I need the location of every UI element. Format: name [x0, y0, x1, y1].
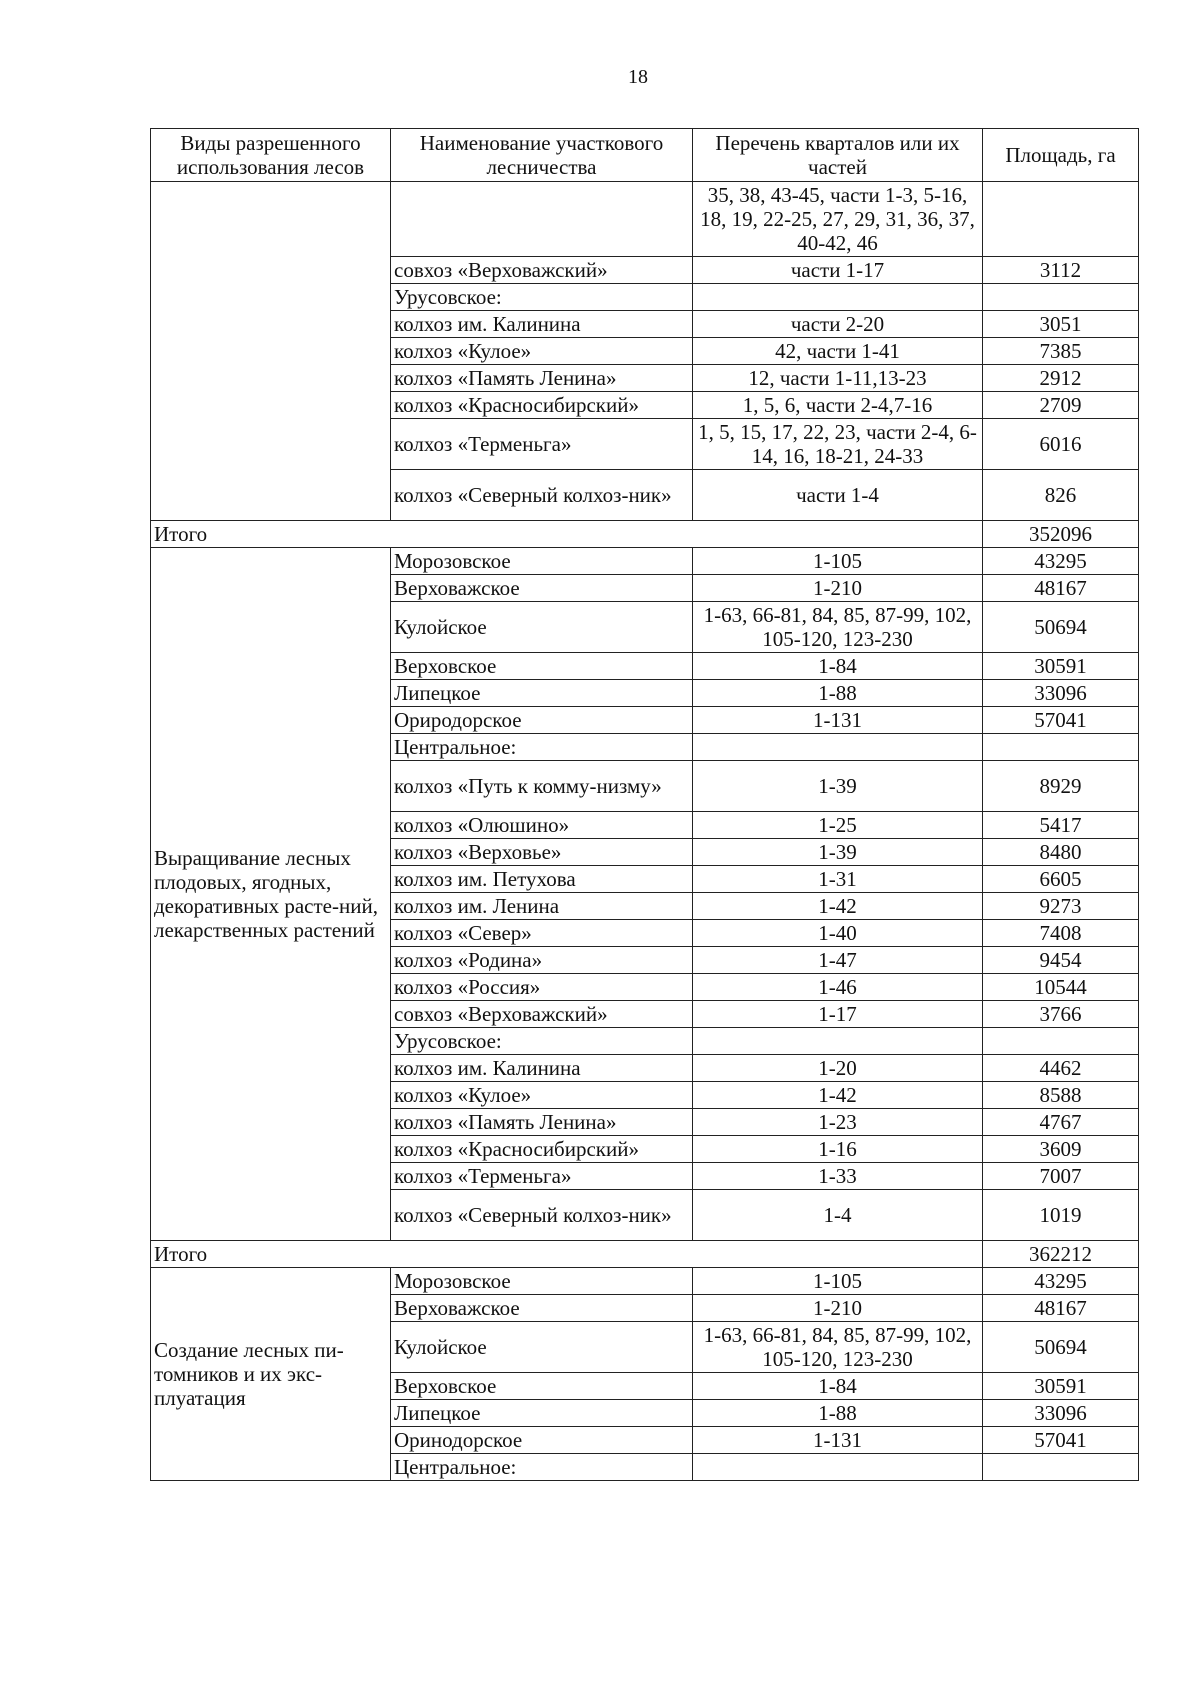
area-cell: 33096 — [983, 1400, 1139, 1427]
forest-use-table — [150, 128, 1139, 1481]
table-row — [151, 182, 1139, 257]
area-cell: 8480 — [983, 839, 1139, 866]
forestry-name-cell: Липецкое — [391, 1400, 693, 1427]
quarters-cell: 1-88 — [693, 680, 983, 707]
quarters-cell — [693, 1454, 983, 1481]
quarters-cell: 1-63, 66-81, 84, 85, 87-99, 102, 105-120, 123-230 — [693, 1322, 983, 1373]
forestry-name-cell: колхоз «Память Ленина» — [391, 365, 693, 392]
area-cell: 43295 — [983, 548, 1139, 575]
page-number: 18 — [628, 66, 648, 88]
forestry-name-cell: Липецкое — [391, 680, 693, 707]
forestry-name-cell: колхоз «Терменьга» — [391, 1163, 693, 1190]
quarters-cell: 1-131 — [693, 707, 983, 734]
quarters-cell: 1-105 — [693, 1268, 983, 1295]
total-row — [151, 1241, 1139, 1268]
forestry-name-cell: колхоз им. Калинина — [391, 311, 693, 338]
quarters-cell — [693, 284, 983, 311]
table-header-row — [151, 129, 1139, 182]
area-cell: 7007 — [983, 1163, 1139, 1190]
quarters-cell: 1-42 — [693, 1082, 983, 1109]
area-cell: 6016 — [983, 419, 1139, 470]
area-cell: 3051 — [983, 311, 1139, 338]
area-cell: 6605 — [983, 866, 1139, 893]
forestry-name-cell: Урусовское: — [391, 284, 693, 311]
area-cell: 2912 — [983, 365, 1139, 392]
area-cell: 4462 — [983, 1055, 1139, 1082]
forestry-name-cell: колхоз «Память Ленина» — [391, 1109, 693, 1136]
forestry-name-cell: колхоз «Россия» — [391, 974, 693, 1001]
header-area: Площадь, га — [983, 129, 1139, 182]
area-cell — [983, 182, 1139, 257]
forestry-name-cell: колхоз «Красносибирский» — [391, 1136, 693, 1163]
area-cell — [983, 1454, 1139, 1481]
quarters-cell: 35, 38, 43-45, части 1-3, 5-16, 18, 19, 22-25, 27, 29, 31, 36, 37, 40-42, 46 — [693, 182, 983, 257]
quarters-cell: 1-25 — [693, 812, 983, 839]
table-row — [151, 1268, 1139, 1295]
area-cell: 3609 — [983, 1136, 1139, 1163]
forestry-name-cell: колхоз «Красносибирский» — [391, 392, 693, 419]
quarters-cell: 1-16 — [693, 1136, 983, 1163]
quarters-cell: 1-40 — [693, 920, 983, 947]
quarters-cell: части 1-17 — [693, 257, 983, 284]
forestry-name-cell: колхоз им. Калинина — [391, 1055, 693, 1082]
forestry-name-cell: колхоз им. Ленина — [391, 893, 693, 920]
header-use-types: Виды разрешенного использования лесов — [151, 129, 391, 182]
area-cell: 8929 — [983, 761, 1139, 812]
quarters-cell: 1-46 — [693, 974, 983, 1001]
forestry-name-cell: колхоз «Верховье» — [391, 839, 693, 866]
quarters-cell — [693, 1028, 983, 1055]
quarters-cell: 1-31 — [693, 866, 983, 893]
quarters-cell: 1, 5, 15, 17, 22, 23, части 2-4, 6-14, 16, 18-21, 24-33 — [693, 419, 983, 470]
forestry-name-cell: Центральное: — [391, 1454, 693, 1481]
quarters-cell: части 1-4 — [693, 470, 983, 521]
forestry-name-cell: совхоз «Верховажский» — [391, 257, 693, 284]
area-cell: 7385 — [983, 338, 1139, 365]
area-cell: 4767 — [983, 1109, 1139, 1136]
total-label: Итого — [151, 521, 983, 548]
quarters-cell: 1-20 — [693, 1055, 983, 1082]
quarters-cell: 1-39 — [693, 839, 983, 866]
area-cell: 3112 — [983, 257, 1139, 284]
forestry-name-cell: Оринодорское — [391, 1427, 693, 1454]
forestry-name-cell: совхоз «Верховажский» — [391, 1001, 693, 1028]
area-cell: 2709 — [983, 392, 1139, 419]
forestry-name-cell: колхоз «Родина» — [391, 947, 693, 974]
forestry-name-cell: колхоз «Путь к комму-низму» — [391, 761, 693, 812]
quarters-cell: 1-84 — [693, 1373, 983, 1400]
forestry-name-cell: колхоз им. Петухова — [391, 866, 693, 893]
forestry-name-cell: колхоз «Северный колхоз-ник» — [391, 470, 693, 521]
header-quarters-list: Перечень кварталов или их частей — [693, 129, 983, 182]
category-cell — [151, 182, 391, 521]
quarters-cell: части 2-20 — [693, 311, 983, 338]
forestry-name-cell: Верховажское — [391, 1295, 693, 1322]
forestry-name-cell: колхоз «Терменьга» — [391, 419, 693, 470]
forestry-name-cell: колхоз «Север» — [391, 920, 693, 947]
total-label: Итого — [151, 1241, 983, 1268]
header-forestry-name: Наименование участкового лесничества — [391, 129, 693, 182]
quarters-cell: 1-210 — [693, 575, 983, 602]
area-cell: 826 — [983, 470, 1139, 521]
quarters-cell: 1-39 — [693, 761, 983, 812]
quarters-cell: 12, части 1-11,13-23 — [693, 365, 983, 392]
quarters-cell: 1-105 — [693, 548, 983, 575]
forestry-name-cell: Кулойское — [391, 1322, 693, 1373]
forestry-name-cell: Верховское — [391, 653, 693, 680]
forestry-name-cell: Морозовское — [391, 1268, 693, 1295]
forestry-name-cell — [391, 182, 693, 257]
area-cell: 9454 — [983, 947, 1139, 974]
area-cell: 43295 — [983, 1268, 1139, 1295]
area-cell — [983, 734, 1139, 761]
quarters-cell: 42, части 1-41 — [693, 338, 983, 365]
category-cell: Выращивание лесных плодовых, ягодных, декоративных расте-ний, лекарственных растений — [151, 548, 391, 1241]
area-cell: 57041 — [983, 707, 1139, 734]
total-value: 362212 — [983, 1241, 1139, 1268]
quarters-cell: 1-131 — [693, 1427, 983, 1454]
quarters-cell: 1-17 — [693, 1001, 983, 1028]
area-cell: 57041 — [983, 1427, 1139, 1454]
quarters-cell: 1-47 — [693, 947, 983, 974]
area-cell: 50694 — [983, 1322, 1139, 1373]
total-row — [151, 521, 1139, 548]
area-cell: 48167 — [983, 1295, 1139, 1322]
forestry-name-cell: Верховажское — [391, 575, 693, 602]
forestry-name-cell: Кулойское — [391, 602, 693, 653]
quarters-cell — [693, 734, 983, 761]
area-cell: 5417 — [983, 812, 1139, 839]
area-cell: 33096 — [983, 680, 1139, 707]
forestry-name-cell: Ориродорское — [391, 707, 693, 734]
quarters-cell: 1-88 — [693, 1400, 983, 1427]
quarters-cell: 1-4 — [693, 1190, 983, 1241]
forestry-name-cell: колхоз «Северный колхоз-ник» — [391, 1190, 693, 1241]
forestry-name-cell: Верховское — [391, 1373, 693, 1400]
forestry-name-cell: колхоз «Кулое» — [391, 338, 693, 365]
forestry-name-cell: Морозовское — [391, 548, 693, 575]
area-cell — [983, 1028, 1139, 1055]
area-cell: 7408 — [983, 920, 1139, 947]
quarters-cell: 1-84 — [693, 653, 983, 680]
area-cell: 9273 — [983, 893, 1139, 920]
forestry-name-cell: колхоз «Олюшино» — [391, 812, 693, 839]
area-cell — [983, 284, 1139, 311]
area-cell: 30591 — [983, 653, 1139, 680]
area-cell: 1019 — [983, 1190, 1139, 1241]
quarters-cell: 1, 5, 6, части 2-4,7-16 — [693, 392, 983, 419]
total-value: 352096 — [983, 521, 1139, 548]
quarters-cell: 1-23 — [693, 1109, 983, 1136]
forestry-name-cell: колхоз «Кулое» — [391, 1082, 693, 1109]
quarters-cell: 1-63, 66-81, 84, 85, 87-99, 102, 105-120, 123-230 — [693, 602, 983, 653]
category-cell: Создание лесных пи-томников и их экс-плуатация — [151, 1268, 391, 1481]
area-cell: 8588 — [983, 1082, 1139, 1109]
area-cell: 10544 — [983, 974, 1139, 1001]
quarters-cell: 1-210 — [693, 1295, 983, 1322]
quarters-cell: 1-33 — [693, 1163, 983, 1190]
table-row — [151, 548, 1139, 575]
forestry-name-cell: Урусовское: — [391, 1028, 693, 1055]
area-cell: 30591 — [983, 1373, 1139, 1400]
area-cell: 48167 — [983, 575, 1139, 602]
quarters-cell: 1-42 — [693, 893, 983, 920]
forestry-name-cell: Центральное: — [391, 734, 693, 761]
area-cell: 50694 — [983, 602, 1139, 653]
area-cell: 3766 — [983, 1001, 1139, 1028]
